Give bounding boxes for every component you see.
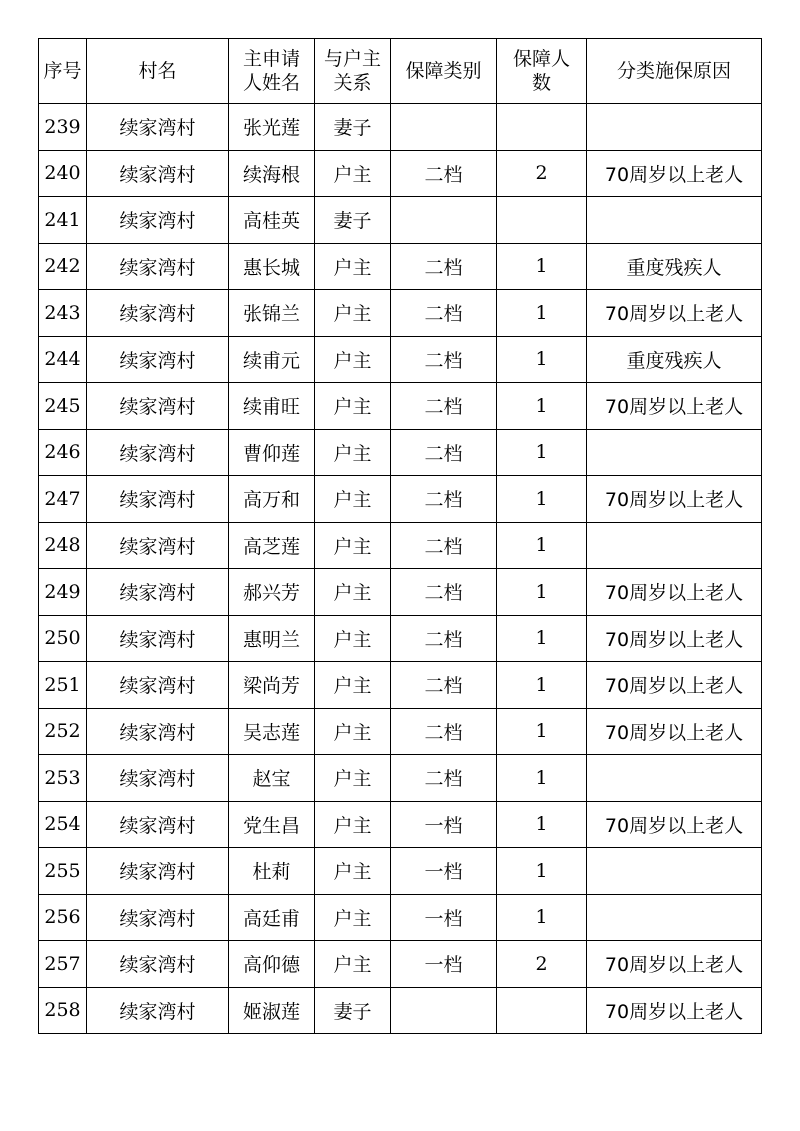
cell-relation: 户主 [315, 708, 391, 755]
cell-reason [587, 522, 762, 569]
header-category: 保障类别 [391, 39, 497, 104]
cell-applicant-name: 姬淑莲 [229, 987, 315, 1034]
cell-category: 二档 [391, 615, 497, 662]
roster-table [38, 38, 762, 1034]
header-count: 保障人数 [497, 39, 587, 104]
cell-no: 255 [39, 848, 87, 895]
cell-count: 1 [497, 848, 587, 895]
cell-relation: 户主 [315, 848, 391, 895]
table-row [39, 569, 762, 616]
cell-reason: 70周岁以上老人 [587, 383, 762, 430]
cell-category: 二档 [391, 290, 497, 337]
cell-relation: 户主 [315, 290, 391, 337]
cell-count: 1 [497, 662, 587, 709]
cell-no: 248 [39, 522, 87, 569]
cell-village: 续家湾村 [87, 476, 229, 523]
cell-applicant-name: 赵宝 [229, 755, 315, 802]
cell-category [391, 197, 497, 244]
cell-applicant-name: 续甫旺 [229, 383, 315, 430]
cell-no: 239 [39, 104, 87, 151]
cell-relation: 户主 [315, 662, 391, 709]
cell-category: 二档 [391, 755, 497, 802]
cell-no: 246 [39, 429, 87, 476]
cell-count: 1 [497, 429, 587, 476]
table-row [39, 150, 762, 197]
cell-no: 254 [39, 801, 87, 848]
cell-applicant-name: 吴志莲 [229, 708, 315, 755]
cell-applicant-name: 高仰德 [229, 941, 315, 988]
cell-applicant-name: 惠长城 [229, 243, 315, 290]
header-no: 序号 [39, 39, 87, 104]
cell-relation: 妻子 [315, 987, 391, 1034]
cell-reason: 70周岁以上老人 [587, 150, 762, 197]
cell-reason [587, 894, 762, 941]
cell-relation: 妻子 [315, 197, 391, 244]
cell-category: 二档 [391, 708, 497, 755]
table-row [39, 476, 762, 523]
cell-reason [587, 104, 762, 151]
cell-count: 1 [497, 336, 587, 383]
cell-category: 一档 [391, 801, 497, 848]
cell-relation: 户主 [315, 150, 391, 197]
cell-village: 续家湾村 [87, 104, 229, 151]
cell-count: 1 [497, 755, 587, 802]
cell-applicant-name: 杜莉 [229, 848, 315, 895]
cell-applicant-name: 党生昌 [229, 801, 315, 848]
cell-village: 续家湾村 [87, 987, 229, 1034]
cell-category: 二档 [391, 476, 497, 523]
cell-category: 一档 [391, 848, 497, 895]
cell-village: 续家湾村 [87, 150, 229, 197]
cell-village: 续家湾村 [87, 662, 229, 709]
cell-no: 258 [39, 987, 87, 1034]
cell-reason: 70周岁以上老人 [587, 662, 762, 709]
cell-count: 1 [497, 290, 587, 337]
cell-category: 二档 [391, 429, 497, 476]
cell-reason: 70周岁以上老人 [587, 290, 762, 337]
cell-count: 1 [497, 801, 587, 848]
cell-relation: 户主 [315, 383, 391, 430]
cell-village: 续家湾村 [87, 290, 229, 337]
header-relation: 与户主关系 [315, 39, 391, 104]
cell-no: 247 [39, 476, 87, 523]
table-row [39, 894, 762, 941]
cell-village: 续家湾村 [87, 801, 229, 848]
cell-reason [587, 755, 762, 802]
table-row [39, 941, 762, 988]
cell-count: 1 [497, 708, 587, 755]
table-header-row [39, 39, 762, 104]
table-row [39, 848, 762, 895]
cell-category [391, 104, 497, 151]
table-row [39, 987, 762, 1034]
cell-no: 251 [39, 662, 87, 709]
cell-village: 续家湾村 [87, 522, 229, 569]
cell-village: 续家湾村 [87, 755, 229, 802]
table-row [39, 290, 762, 337]
cell-no: 257 [39, 941, 87, 988]
cell-reason: 70周岁以上老人 [587, 569, 762, 616]
cell-no: 245 [39, 383, 87, 430]
table-row [39, 755, 762, 802]
cell-no: 244 [39, 336, 87, 383]
cell-no: 253 [39, 755, 87, 802]
table-row [39, 104, 762, 151]
cell-village: 续家湾村 [87, 615, 229, 662]
cell-no: 249 [39, 569, 87, 616]
cell-no: 256 [39, 894, 87, 941]
cell-no: 242 [39, 243, 87, 290]
table-row [39, 429, 762, 476]
cell-no: 243 [39, 290, 87, 337]
cell-count: 1 [497, 615, 587, 662]
cell-count: 1 [497, 243, 587, 290]
cell-count [497, 987, 587, 1034]
table-row [39, 383, 762, 430]
cell-village: 续家湾村 [87, 894, 229, 941]
cell-village: 续家湾村 [87, 429, 229, 476]
cell-category [391, 987, 497, 1034]
cell-reason [587, 197, 762, 244]
cell-category: 二档 [391, 662, 497, 709]
cell-relation: 户主 [315, 243, 391, 290]
cell-no: 240 [39, 150, 87, 197]
cell-reason: 70周岁以上老人 [587, 615, 762, 662]
cell-category: 二档 [391, 336, 497, 383]
cell-applicant-name: 高廷甫 [229, 894, 315, 941]
cell-relation: 户主 [315, 569, 391, 616]
table-row [39, 801, 762, 848]
cell-relation: 妻子 [315, 104, 391, 151]
cell-relation: 户主 [315, 522, 391, 569]
header-village: 村名 [87, 39, 229, 104]
cell-relation: 户主 [315, 476, 391, 523]
cell-applicant-name: 郝兴芳 [229, 569, 315, 616]
cell-no: 252 [39, 708, 87, 755]
table-row [39, 522, 762, 569]
cell-village: 续家湾村 [87, 941, 229, 988]
cell-count: 1 [497, 569, 587, 616]
cell-relation: 户主 [315, 941, 391, 988]
cell-relation: 户主 [315, 615, 391, 662]
cell-count: 1 [497, 522, 587, 569]
cell-relation: 户主 [315, 894, 391, 941]
cell-village: 续家湾村 [87, 243, 229, 290]
table-row [39, 336, 762, 383]
cell-applicant-name: 张光莲 [229, 104, 315, 151]
cell-applicant-name: 续甫元 [229, 336, 315, 383]
cell-count: 1 [497, 894, 587, 941]
cell-count: 2 [497, 150, 587, 197]
cell-category: 二档 [391, 150, 497, 197]
cell-count: 1 [497, 383, 587, 430]
cell-applicant-name: 惠明兰 [229, 615, 315, 662]
cell-village: 续家湾村 [87, 708, 229, 755]
cell-village: 续家湾村 [87, 569, 229, 616]
table-row [39, 243, 762, 290]
table-row [39, 197, 762, 244]
cell-applicant-name: 高芝莲 [229, 522, 315, 569]
cell-relation: 户主 [315, 336, 391, 383]
roster-body [39, 104, 762, 1034]
cell-relation: 户主 [315, 429, 391, 476]
header-applicant: 主申请人姓名 [229, 39, 315, 104]
cell-no: 241 [39, 197, 87, 244]
cell-count [497, 197, 587, 244]
cell-reason: 70周岁以上老人 [587, 941, 762, 988]
cell-count [497, 104, 587, 151]
cell-village: 续家湾村 [87, 197, 229, 244]
cell-count: 1 [497, 476, 587, 523]
cell-applicant-name: 高桂英 [229, 197, 315, 244]
cell-reason: 70周岁以上老人 [587, 476, 762, 523]
cell-category: 二档 [391, 569, 497, 616]
cell-no: 250 [39, 615, 87, 662]
table-row [39, 662, 762, 709]
table-row [39, 615, 762, 662]
cell-reason: 70周岁以上老人 [587, 801, 762, 848]
cell-village: 续家湾村 [87, 336, 229, 383]
cell-category: 一档 [391, 894, 497, 941]
cell-reason [587, 429, 762, 476]
cell-applicant-name: 续海根 [229, 150, 315, 197]
cell-applicant-name: 张锦兰 [229, 290, 315, 337]
cell-relation: 户主 [315, 801, 391, 848]
cell-village: 续家湾村 [87, 383, 229, 430]
cell-reason: 重度残疾人 [587, 243, 762, 290]
cell-count: 2 [497, 941, 587, 988]
cell-reason: 70周岁以上老人 [587, 987, 762, 1034]
cell-reason [587, 848, 762, 895]
cell-applicant-name: 梁尚芳 [229, 662, 315, 709]
cell-category: 二档 [391, 243, 497, 290]
table-row [39, 708, 762, 755]
cell-relation: 户主 [315, 755, 391, 802]
cell-reason: 重度残疾人 [587, 336, 762, 383]
cell-reason: 70周岁以上老人 [587, 708, 762, 755]
cell-applicant-name: 曹仰莲 [229, 429, 315, 476]
cell-category: 二档 [391, 383, 497, 430]
cell-category: 一档 [391, 941, 497, 988]
cell-applicant-name: 高万和 [229, 476, 315, 523]
header-reason: 分类施保原因 [587, 39, 762, 104]
cell-category: 二档 [391, 522, 497, 569]
cell-village: 续家湾村 [87, 848, 229, 895]
